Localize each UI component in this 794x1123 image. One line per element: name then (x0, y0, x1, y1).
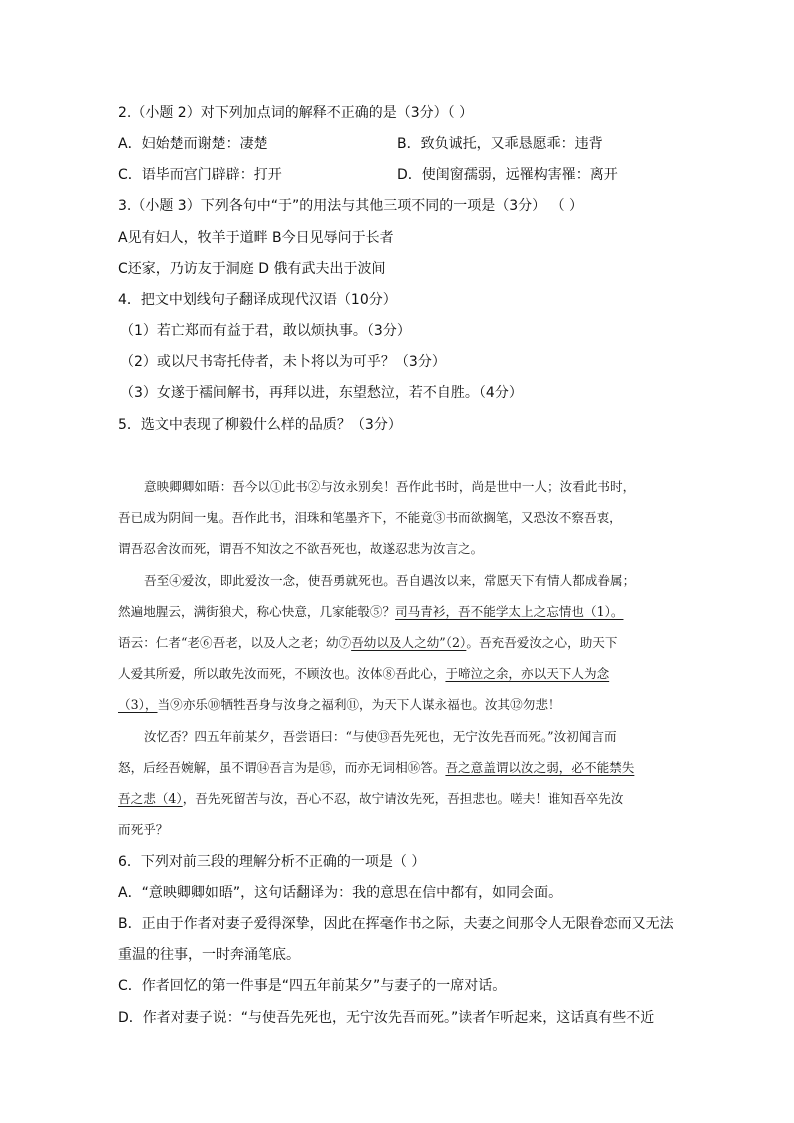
underlined-sentence-3-end: （3）， (118, 697, 158, 712)
passage-text: ，吾先死留苦与汝，吾心不忍，故宁请汝先死，吾担悲也。嗟夫！谁知吾卒先汝 (182, 791, 624, 806)
passage-text: 语云：仁者“老⑥吾老，以及人之老；幼⑦ (118, 635, 352, 650)
passage-text: 。吾充吾爱汝之心，助天下 (466, 635, 618, 650)
passage-line: 吾至④爱汝，即此爱汝一念，使吾勇就死也。吾自遇汝以来，常愿天下有情人都成眷属； (144, 573, 636, 588)
passage-text: 人爱其所爱，所以敢先汝而死，不顾汝也。汝体⑧吾此心， (118, 666, 446, 681)
passage-line: 汝忆否？四五年前某夕，吾尝语曰：“与使⑬吾先死也，无宁汝先吾而死。”汝初闻言而 (144, 729, 617, 744)
underlined-sentence-2: 吾幼以及人之幼”（2） (351, 635, 467, 650)
passage-line (118, 790, 623, 808)
passage-line (118, 634, 617, 652)
question-6-option-d: D．作者对妻子说：“与使吾先死也，无宁汝先吾而死。”读者乍听起来，这话真有些不近 (118, 1010, 655, 1026)
question-2-stem: 2.（小题 2）对下列加点词的解释不正确的是（3分）（ ） (118, 105, 474, 121)
question-6-stem: 6．下列对前三段的理解分析不正确的一项是（ ） (118, 854, 426, 870)
question-2-option-c: C．语毕而宫门辟辟：打开 (118, 167, 282, 183)
passage-line (118, 759, 634, 777)
passage-line: 吾已成为阴间一鬼。吾作此书，泪珠和笔墨齐下，不能竟③书而欲搁笔，又恐汝不察吾衷， (118, 510, 622, 525)
underlined-sentence-4: 吾之意盖谓以汝之弱，必不能禁失 (445, 760, 635, 775)
question-2-option-b: B．致负诚托，又乖恳愿乖：违背 (397, 136, 603, 152)
question-6-option-c: C．作者回忆的第一件事是“四五年前某夕”与妻子的一席对话。 (118, 978, 507, 994)
passage-line (118, 696, 561, 714)
passage-text: 然遍地腥云，满街狼犬，称心快意，几家能彀⑤？ (118, 604, 396, 619)
question-3-options-ab: A见有妇人，牧羊于道畔 B今日见辱问于长者 (118, 230, 394, 246)
underlined-sentence-1: 司马青衫，吾不能学太上之忘情也（1）。 (395, 604, 624, 619)
question-6-option-a: A．“意映卿卿如晤”，这句话翻译为：我的意思在信中都有，如同会面。 (118, 885, 563, 901)
question-4-sentence-1: （1）若亡郑而有益于君，敢以烦执事。（3分） (120, 323, 411, 339)
underlined-sentence-4-end: 吾之悲（4） (118, 791, 183, 806)
passage-line (118, 603, 623, 621)
passage-text: 当⑨亦乐⑩牺牲吾身与汝身之福利⑪，为天下人谋永福也。汝其⑫勿悲！ (157, 697, 561, 712)
passage-text: 怒，后经吾婉解，虽不谓⑭吾言为是⑮，而亦无词相⑯答。 (118, 760, 446, 775)
question-2-option-a: A．妇始楚而谢楚：凄楚 (118, 136, 268, 152)
question-5-stem: 5．选文中表现了柳毅什么样的品质？（3分） (118, 417, 402, 433)
question-4-sentence-2: （2）或以尺书寄托侍者，未卜将以为可乎？（3分） (120, 354, 446, 370)
question-3-stem: 3.（小题 3）下列各句中“于”的用法与其他三项不同的一项是（3分） （ ） (118, 198, 584, 214)
question-4-sentence-3: （3）女遂于襦间解书，再拜以进，东望愁泣，若不自胜。（4分） (120, 385, 523, 401)
underlined-sentence-3: 于啼泣之余，亦以天下人为念 (445, 666, 610, 681)
question-6-option-b: B．正由于作者对妻子爱得深挚，因此在挥毫作书之际，夫妻之间那令人无限眷恋而又无法 (118, 916, 674, 932)
passage-line: 而死乎？ (118, 822, 169, 837)
passage-line (118, 665, 609, 683)
question-3-options-cd: C还家，乃访友于洞庭 D 俄有武夫出于波间 (118, 261, 386, 277)
question-4-stem: 4．把文中划线句子翻译成现代汉语（10分） (118, 292, 397, 308)
passage-line: 谓吾忍舍汝而死，谓吾不知汝之不欲吾死也，故遂忍悲为汝言之。 (118, 541, 484, 556)
question-6-option-b-cont: 重温的往事，一时奔涌笔底。 (118, 947, 300, 963)
question-2-option-d: D．使闺窗孺弱，远罹构害罹：离开 (397, 167, 618, 183)
passage-line: 意映卿卿如晤：吾今以①此书②与汝永别矣！吾作此书时，尚是世中一人；汝看此书时， (144, 479, 636, 494)
